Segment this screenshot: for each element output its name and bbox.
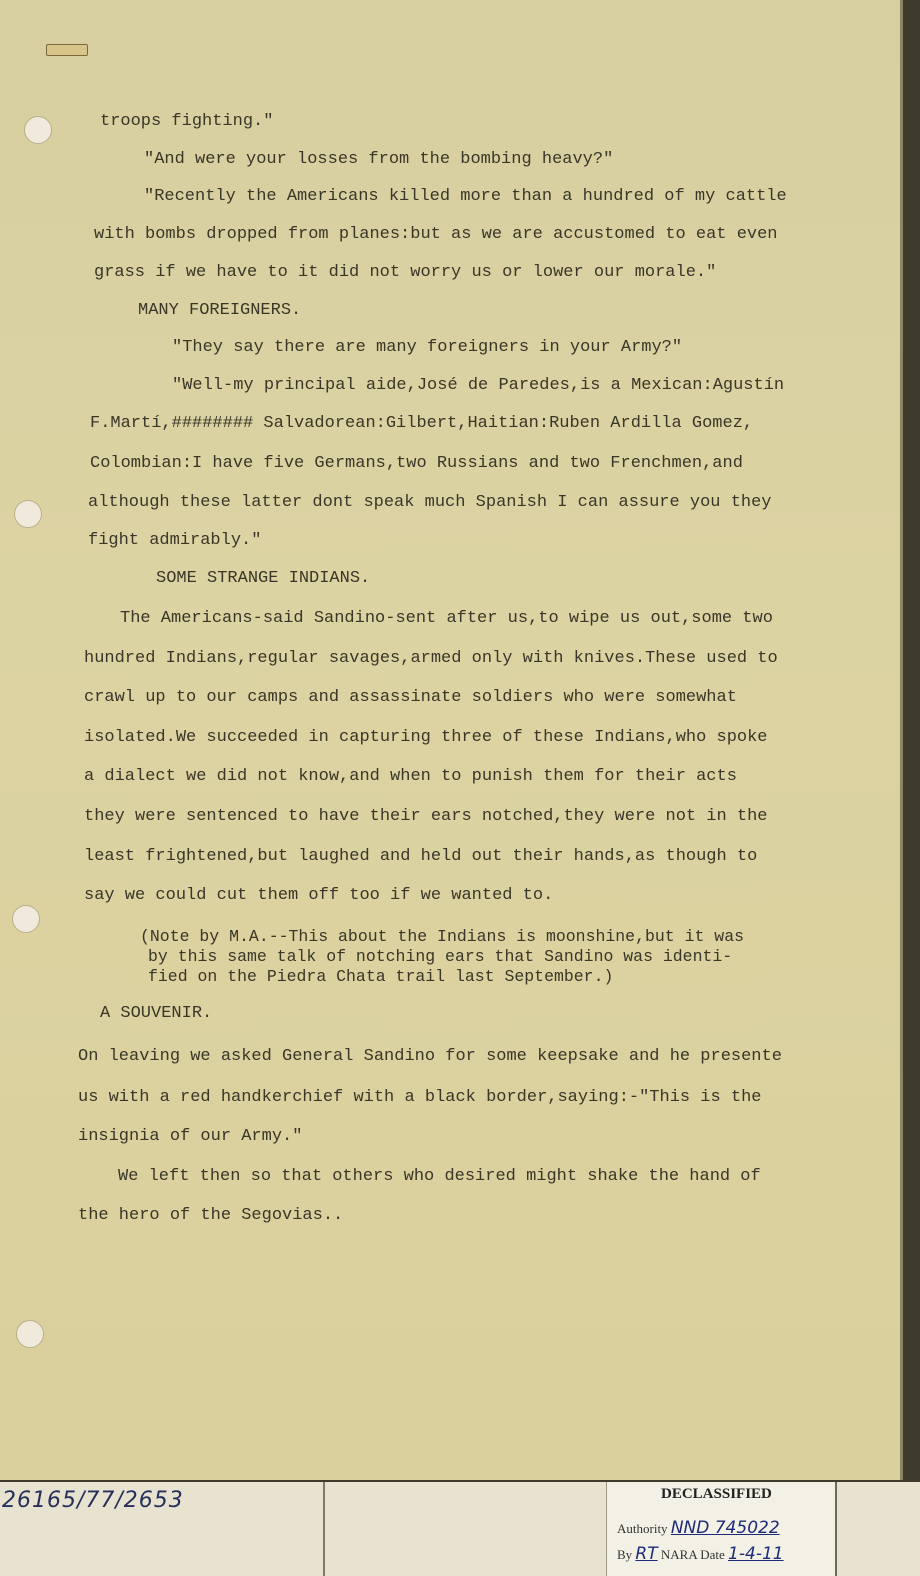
note-line: fied on the Piedra Chata trail last September.): [148, 967, 614, 986]
text-line: us with a red handkerchief with a black border,saying:-"This is the: [78, 1088, 762, 1107]
text-line: insignia of our Army.": [78, 1127, 303, 1146]
footer-divider: [323, 1482, 325, 1576]
text-line: troops fighting.": [100, 112, 274, 131]
text-line: with bombs dropped from planes:but as we are accustomed to eat even: [94, 225, 778, 244]
text-line: grass if we have to it did not worry us or lower our morale.": [94, 263, 717, 282]
text-line: "And were your losses from the bombing heavy?": [144, 150, 614, 169]
archive-footer: [0, 1482, 920, 1576]
text-line: crawl up to our camps and assassinate soldiers who were somewhat: [84, 688, 737, 707]
declassified-stamp: [606, 1482, 837, 1576]
punch-hole: [24, 116, 52, 144]
stamp-authority-line: [617, 1518, 780, 1538]
stamp-authority-value: NND 745022: [670, 1518, 780, 1538]
stamp-authority-label: Authority: [617, 1521, 668, 1536]
section-heading: SOME STRANGE INDIANS.: [156, 569, 371, 588]
note-line: by this same talk of notching ears that Sandino was identi-: [148, 947, 733, 966]
stamp-title: DECLASSIFIED: [661, 1486, 772, 1502]
paper-clip: [46, 44, 88, 56]
punch-hole: [14, 500, 42, 528]
stamp-by-line: [617, 1544, 784, 1564]
text-line: the hero of the Segovias..: [78, 1206, 344, 1225]
text-line: hundred Indians,regular savages,armed only with knives.These used to: [84, 649, 778, 668]
text-line: fight admirably.": [88, 531, 262, 550]
text-line: "Well-my principal aide,José de Paredes,is a Mexican:Agustín: [172, 376, 785, 395]
stamp-by-label: By: [617, 1547, 633, 1562]
text-line: least frightened,but laughed and held out their hands,as though to: [84, 847, 758, 866]
punch-hole: [16, 1320, 44, 1348]
text-line: "Recently the Americans killed more than a hundred of my cattle: [144, 187, 787, 206]
stamp-by-value: RT: [635, 1544, 658, 1564]
stamp-nara-label: NARA Date: [660, 1547, 725, 1562]
text-line: The Americans-said Sandino-sent after us,to wipe us out,some two: [120, 609, 773, 628]
note-line: (Note by M.A.--This about the Indians is moonshine,but it was: [140, 927, 744, 946]
text-line: "They say there are many foreigners in your Army?": [172, 338, 683, 357]
stamp-date-value: 1-4-11: [728, 1544, 784, 1564]
text-line: they were sentenced to have their ears notched,they were not in the: [84, 807, 768, 826]
text-line: a dialect we did not know,and when to punish them for their acts: [84, 767, 737, 786]
section-heading: MANY FOREIGNERS.: [138, 301, 302, 320]
text-line: On leaving we asked General Sandino for some keepsake and he presente: [78, 1047, 782, 1066]
text-line: although these latter dont speak much Spanish I can assure you they: [88, 493, 772, 512]
file-number: 26165/77/2653: [2, 1488, 184, 1513]
text-line: say we could cut them off too if we wanted to.: [84, 886, 554, 905]
text-line: Colombian:I have five Germans,two Russians and two Frenchmen,and: [90, 454, 743, 473]
section-heading: A SOUVENIR.: [100, 1004, 213, 1023]
text-line: isolated.We succeeded in capturing three of these Indians,who spoke: [84, 728, 768, 747]
text-line: We left then so that others who desired might shake the hand of: [118, 1167, 761, 1186]
punch-hole: [12, 905, 40, 933]
text-line: F.Martí,######## Salvadorean:Gilbert,Haitian:Ruben Ardilla Gomez,: [90, 414, 754, 433]
